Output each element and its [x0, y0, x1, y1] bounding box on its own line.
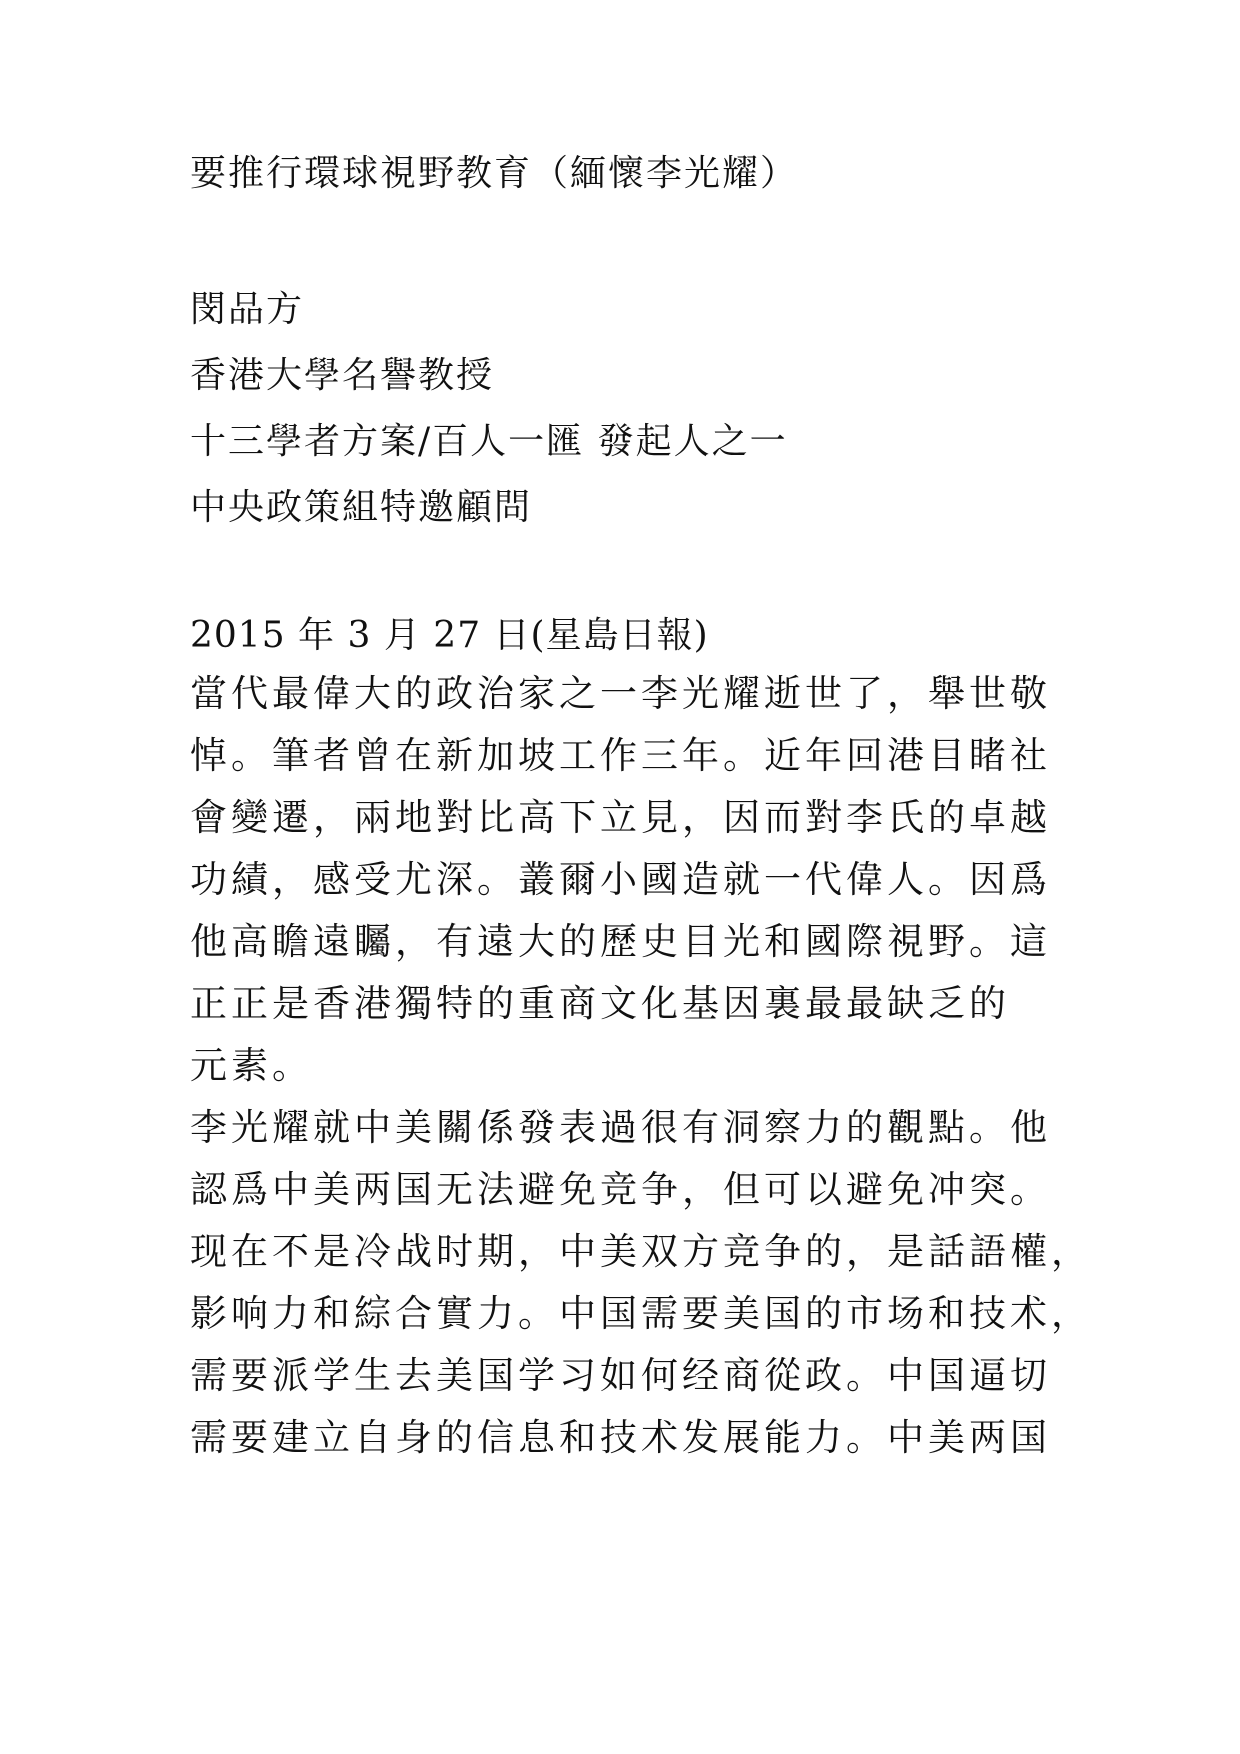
author-role: 中央政策組特邀顧問 — [190, 487, 533, 528]
body-line: 正正是香港獨特的重商文化基因裏最最缺乏的 — [190, 982, 1010, 1025]
publication-dateline: 2015 年 3 月 27 日(星島日報) — [190, 615, 709, 656]
author-role: 香港大學名譽教授 — [190, 355, 495, 396]
body-line: 现在不是冷战时期，中美双方竞争的，是話語權， — [190, 1230, 1092, 1273]
body-line: 李光耀就中美關係發表過很有洞察力的觀點。他 — [190, 1106, 1051, 1149]
body-line: 需要派学生去美国学习如何经商從政。中国逼切 — [190, 1354, 1051, 1397]
body-line: 需要建立自身的信息和技术发展能力。中美两国 — [190, 1416, 1051, 1459]
body-line: 功績，感受尤深。叢爾小國造就一代偉人。因爲 — [190, 858, 1051, 901]
body-line: 悼。筆者曾在新加坡工作三年。近年回港目睹社 — [190, 734, 1051, 777]
body-line: 會變遷，兩地對比高下立見，因而對李氏的卓越 — [190, 796, 1051, 839]
body-line: 他高瞻遠矚，有遠大的歷史目光和國際視野。這 — [190, 920, 1051, 963]
body-line: 當代最偉大的政治家之一李光耀逝世了，舉世敬 — [190, 672, 1051, 715]
body-line: 影响力和綜合實力。中国需要美国的市场和技术， — [190, 1292, 1092, 1335]
body-line: 元素。 — [190, 1044, 313, 1087]
author-role: 十三學者方案/百人一匯 發起人之一 — [190, 421, 788, 462]
article-title: 要推行環球視野教育（緬懷李光耀） — [190, 153, 799, 194]
author-name: 閔品方 — [190, 289, 305, 330]
body-line: 認爲中美两国无法避免竞争，但可以避免冲突。 — [190, 1168, 1051, 1211]
